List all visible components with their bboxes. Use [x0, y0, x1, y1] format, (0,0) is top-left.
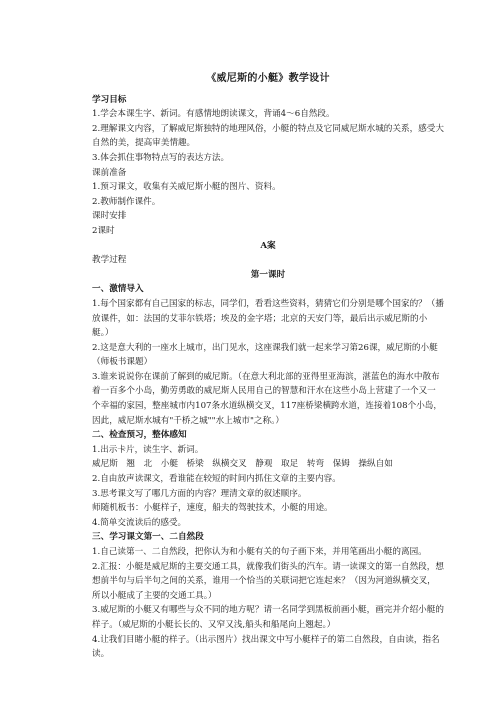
- section-paragraph: 3.思考课文写了哪几方面的内容？理清文章的叙述顺序。: [92, 488, 307, 499]
- section-paragraph: 2.汇报：小艇是威尼斯的主要交通工具，就像我们街头的汽车。请一读课文的第一自然段，想想前半句与后半句之间的关系，谁用一个恰当的关联词把它连起来？（因为河道纵横交叉，所以小艇成了主要的交通工具。）: [92, 561, 444, 601]
- objective-item: 2.理解课文内容，了解威尼斯独特的地理风俗，小艇的特点及它同威尼斯水城的关系，感受大自然的美，提高审美情趣。: [92, 123, 444, 149]
- section-paragraph: 1.出示卡片，读生字、新词。: [92, 444, 204, 455]
- prep-item: 1.预习课文，收集有关威尼斯小艇的图片、资料。: [92, 182, 281, 193]
- section-paragraph: 3.威尼斯的小艇又有哪些与众不同的地方呢？请一名同学到黑板前画小艇，画完并介绍小艇的样子。（威尼斯的小艇长长的、又窄又浅,船头和船尾向上翘起。）: [92, 605, 444, 630]
- vocab-line: 威尼斯 翘 北 小艇 桥梁 纵横交叉 静观 取足 转弯 保姆 操纵自如: [92, 459, 393, 470]
- section-heading: 二、检查预习，整体感知: [92, 430, 187, 441]
- objective-item: 3.体会抓住事物特点写的表达方法。: [92, 152, 230, 163]
- schedule-label: 课时安排: [92, 211, 127, 222]
- schedule-value: 2课时: [92, 225, 115, 236]
- section-heading: 一、激情导入: [92, 284, 144, 295]
- section-paragraph: 师随机板书：小艇样子，速度，船夫的驾驶技术，小艇的用途。: [92, 503, 333, 514]
- section-paragraph: 4.让我们目睹小艇的样子。（出示图片）找出课文中写小艇样子的第二自然段，自由读，指名读。: [92, 634, 440, 660]
- prep-item: 2.教师制作课件。: [92, 196, 161, 207]
- objectives-heading: 学习目标: [92, 94, 127, 105]
- section-paragraph: 1.每个国家都有自己国家的标志，同学们，看看这些资料，猜猜它们分别是哪个国家的？（播放课件，如：法国的艾菲尔铁塔；埃及的金字塔；北京的天安门等，最后出示威尼斯的小艇。）: [92, 298, 444, 339]
- prep-heading: 课前准备: [92, 167, 127, 178]
- section-heading: 三、学习课文第一、二自然段: [92, 532, 204, 543]
- section-paragraph: 4.简单交流读后的感受。: [92, 517, 187, 528]
- document-title: 《威尼斯的小艇》教学设计: [206, 73, 330, 84]
- section-paragraph: 2.这是意大利的一座水上城市，出门见水，这座课我们就一起来学习第26课，威尼斯的小艇（师板书课题）: [92, 342, 438, 368]
- process-label: 教学过程: [92, 255, 127, 266]
- section-paragraph: 3.谁来说说你在课前了解到的威尼斯。（在意大利北部的亚得里亚海滨，湛蓝色的海水中散布着一百多个小岛，勤劳勇敢的威尼斯人民用自己的智慧和汗水在这些小岛上营建了一个又一个幸福的家园，整座城市内107条水道纵横交叉，117座桥梁横跨水道，连接着108个小岛，因此，威尼斯水城有"千桥之城""水上城市"之称。）: [92, 371, 442, 426]
- lesson-heading: 第一课时: [250, 269, 286, 280]
- objective-item: 1.学会本课生字、新词。有感情地朗读课文，背诵4～6自然段。: [92, 109, 335, 120]
- plan-label: A案: [260, 240, 276, 251]
- section-paragraph: 2.自由放声读课文，看谁能在较短的时间内抓住文章的主要内容。: [92, 474, 341, 485]
- section-paragraph: 1.自己读第一、二自然段，把你认为和小艇有关的句子画下来，并用笔画出小艇的离园。: [92, 547, 427, 557]
